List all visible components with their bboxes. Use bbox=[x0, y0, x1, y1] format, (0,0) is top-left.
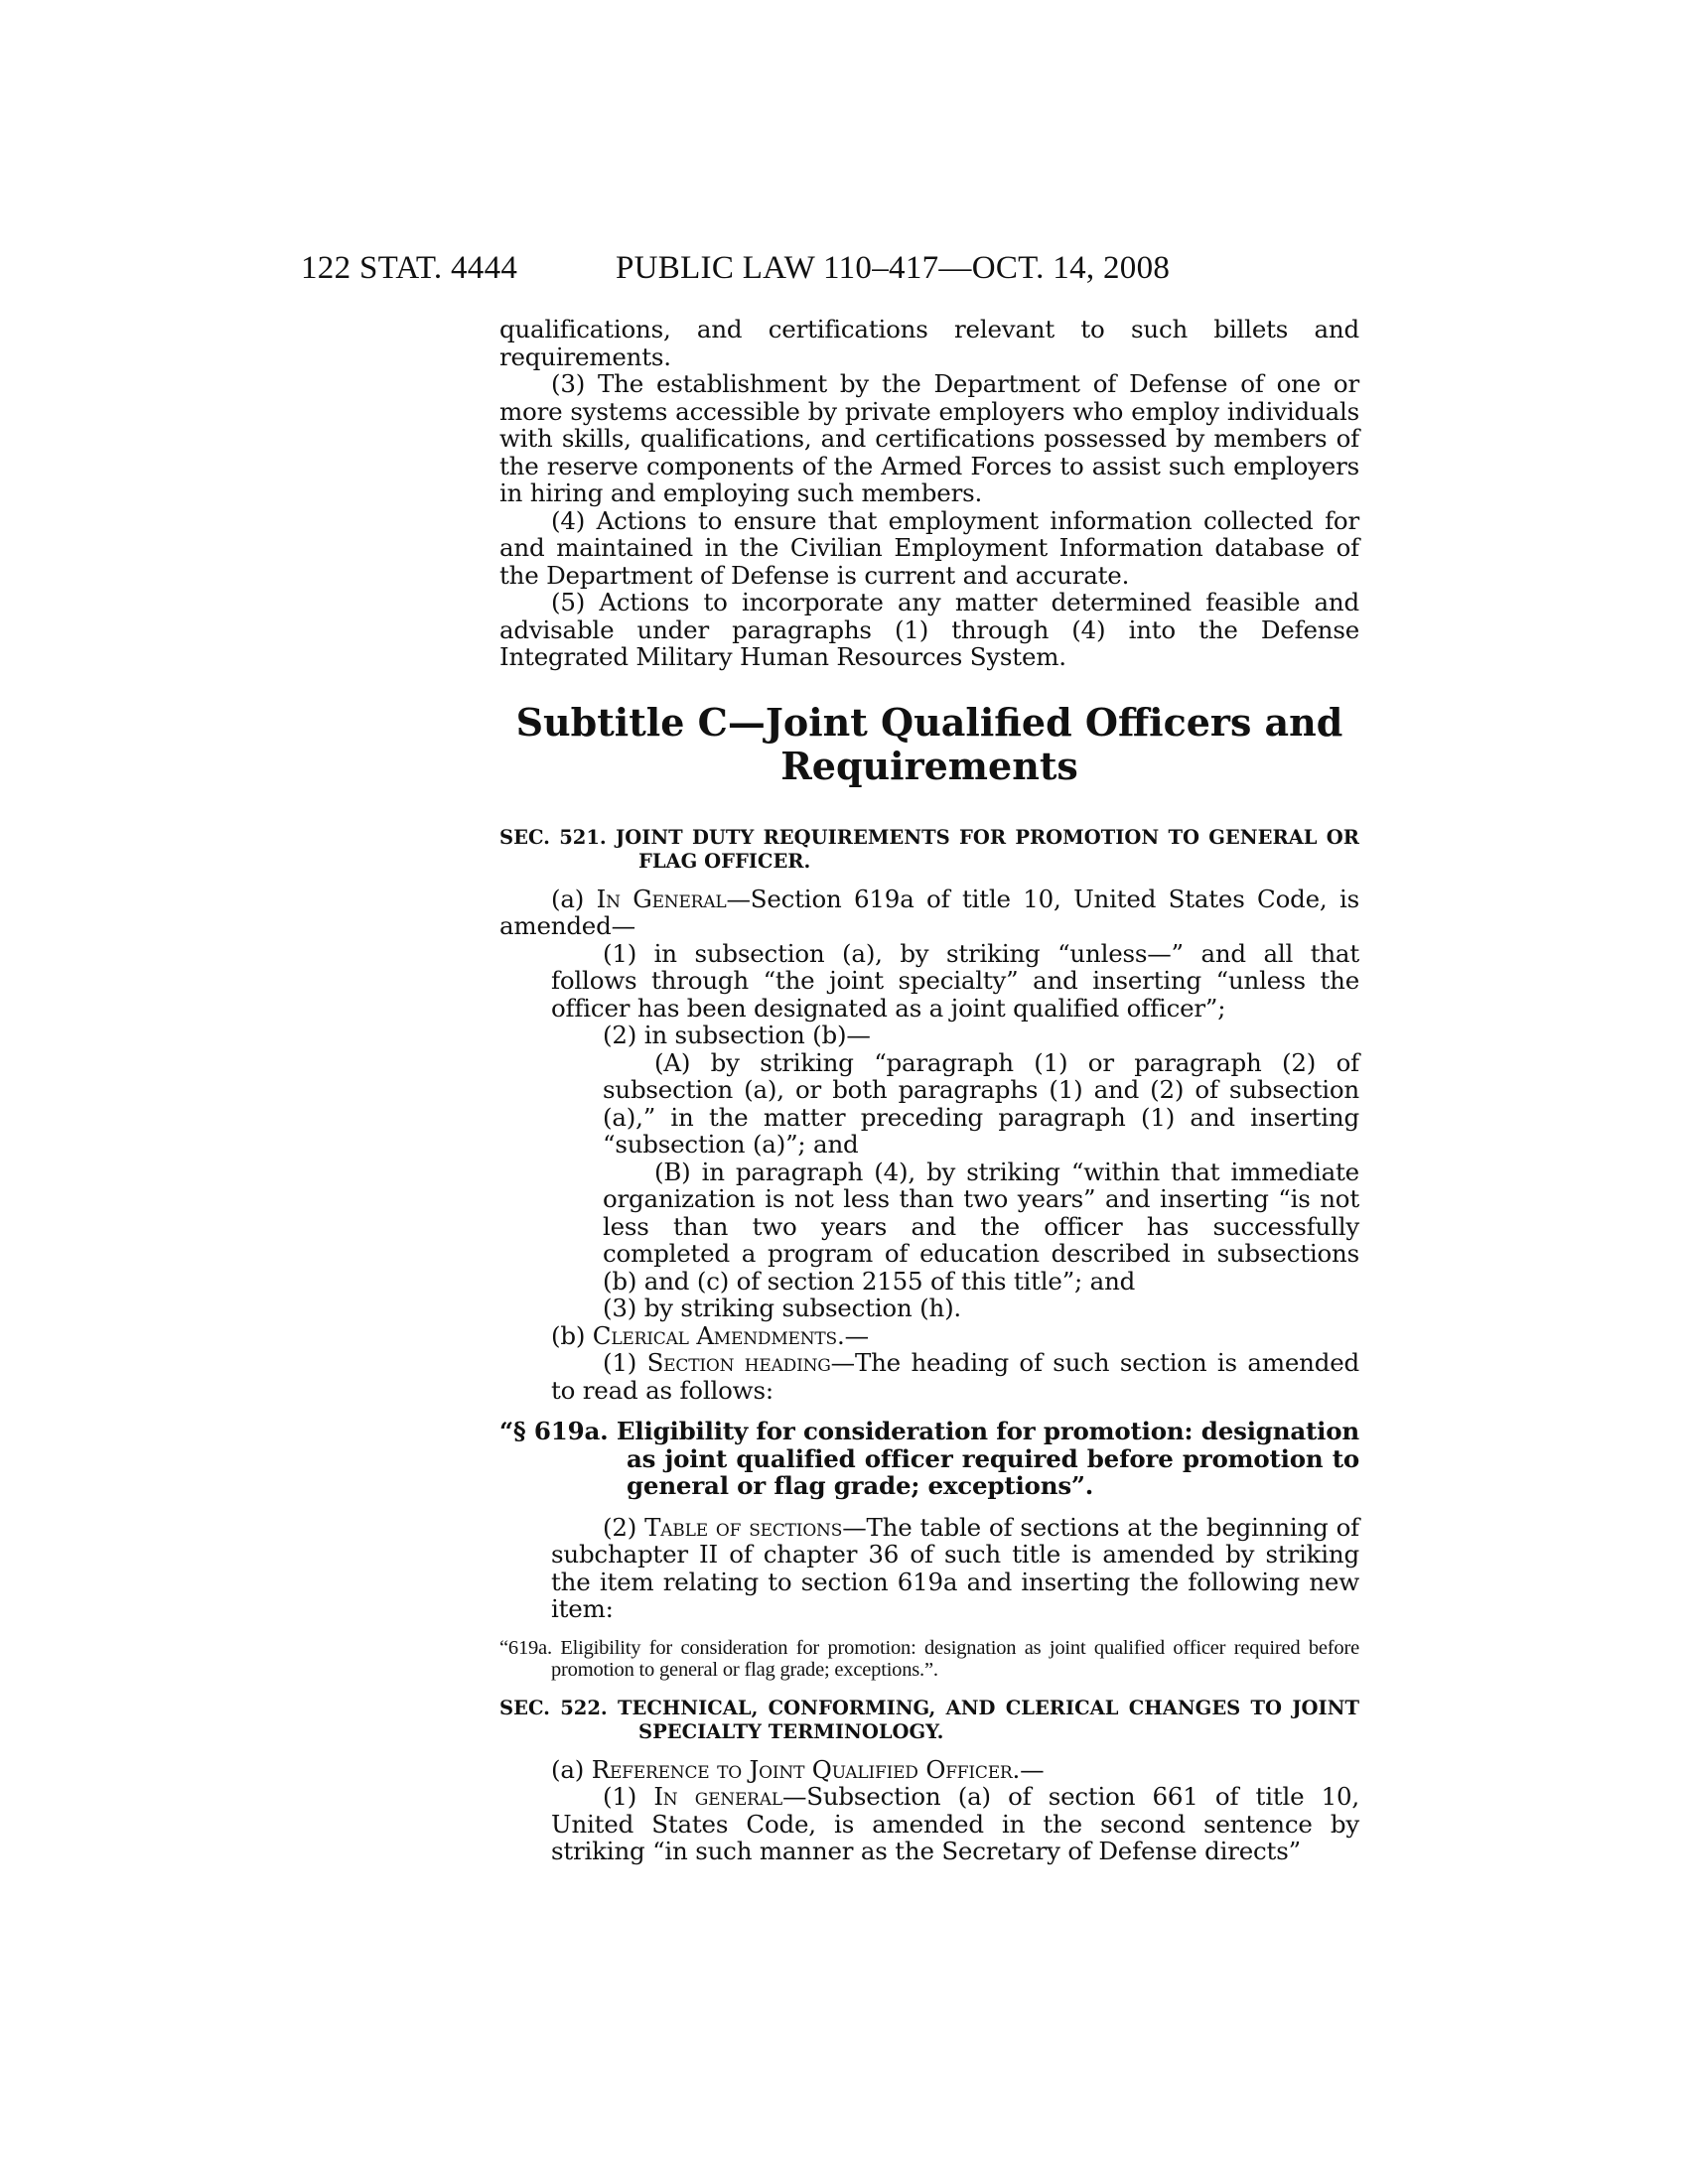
table-of-sections-item: “619a. Eligibility for consideration for promotion: designation as joint qualified officer required before promotion to general or flag grade; exceptions.”. bbox=[499, 1636, 1359, 1681]
section-heading: SEC. 521. JOINT DUTY REQUIREMENTS FOR PROMOTION TO GENERAL OR FLAG OFFICER. bbox=[499, 825, 1359, 873]
paragraph: (2) in subsection (b)— bbox=[603, 1021, 871, 1049]
page-header bbox=[301, 250, 1393, 290]
paragraph: (A) by striking “paragraph (1) or paragraph (2) of subsection (a), or both paragraphs (1) and (2) of subsection (a),” in the matter preceding paragraph (1) and inserting “subsection (a)”; and bbox=[603, 1047, 1359, 1159]
paragraph-text: —The heading of such section is amended to read as follows: bbox=[551, 1348, 1359, 1405]
paragraph-text: —The table of sections at the beginning of subchapter II of chapter 36 of such title is amended by striking the item relating to section 619a and inserting the following new item: bbox=[551, 1512, 1359, 1623]
paragraph-label: Section heading bbox=[646, 1348, 831, 1377]
paragraph: (4) Actions to ensure that employment information collected for and maintained in the Civilian Employment Information database of the Department of Defense is current and accurate. bbox=[499, 505, 1359, 590]
running-head: PUBLIC LAW 110–417—OCT. 14, 2008 bbox=[616, 250, 1171, 286]
amended-section-heading: “§ 619a. Eligibility for consideration for promotion: designation as joint qualified officer required before promotion to general or flag grade; exceptions”. bbox=[499, 1417, 1359, 1500]
paragraph-text: —Subsection (a) of section 661 of title 10, United States Code, is amended in the second sentence by striking “in such manner as the Secretary of Defense directs” bbox=[551, 1782, 1359, 1865]
paragraph: (b) Clerical Amendments.— bbox=[551, 1320, 869, 1350]
section-heading: SEC. 522. TECHNICAL, CONFORMING, AND CLERICAL CHANGES TO JOINT SPECIALTY TERMINOLOGY. bbox=[499, 1696, 1359, 1743]
paragraph: (a) In General—Section 619a of title 10, United States Code, is amended— bbox=[499, 884, 1359, 940]
paragraph-label: Table of sections bbox=[644, 1512, 843, 1542]
paragraph: (3) The establishment by the Department of Defense of one or more systems accessible by private employers who employ individuals with skills, qualifications, and certifications possessed by members of the reserve components of the Armed Forces to assist such employers in hiring and employing such members. bbox=[499, 369, 1359, 507]
subsection-label: In General bbox=[596, 884, 727, 913]
paragraph-text: —Section 619a of title 10, United States Code, is amended— bbox=[499, 884, 1359, 940]
subsection-label: Reference to Joint Qualified Officer bbox=[591, 1754, 1013, 1784]
subtitle-heading: Subtitle C—Joint Qualified Officers and Requirements bbox=[515, 699, 1343, 788]
paragraph: qualifications, and certifications relevant to such billets and requirements. bbox=[499, 315, 1359, 371]
paragraph: (1) In general—Subsection (a) of section 661 of title 10, United States Code, is amended in the second sentence by striking “in such manner as the Secretary of Defense directs” bbox=[551, 1782, 1359, 1865]
paragraph: (1) in subsection (a), by striking “unless—” and all that follows through “the joint specialty” and inserting “unless the officer has been designated as a joint qualified officer”; bbox=[551, 938, 1359, 1023]
paragraph: (B) in paragraph (4), by striking “within that immediate organization is not less than two years” and inserting “is not less than two years and the officer has successfully completed a program of education described in subsections (b) and (c) of section 2155 of this title”; and bbox=[603, 1157, 1359, 1296]
paragraph: (3) by striking subsection (h). bbox=[603, 1294, 962, 1322]
paragraph: (a) Reference to Joint Qualified Officer.— bbox=[551, 1754, 1045, 1784]
statute-page-number: 122 STAT. 4444 bbox=[301, 250, 518, 286]
paragraph: (5) Actions to incorporate any matter determined feasible and advisable under paragraphs (1) through (4) into the Defense Integrated Military Human Resources System. bbox=[499, 588, 1359, 671]
paragraph: (1) Section heading—The heading of such section is amended to read as follows: bbox=[551, 1348, 1359, 1405]
paragraph-label: In general bbox=[653, 1782, 782, 1811]
subsection-label: Clerical Amendments bbox=[592, 1320, 838, 1350]
paragraph: (2) Table of sections—The table of sections at the beginning of subchapter II of chapter 36 of such title is amended by striking the item relating to section 619a and inserting the following new item: bbox=[551, 1512, 1359, 1623]
document-body bbox=[499, 316, 1359, 1865]
